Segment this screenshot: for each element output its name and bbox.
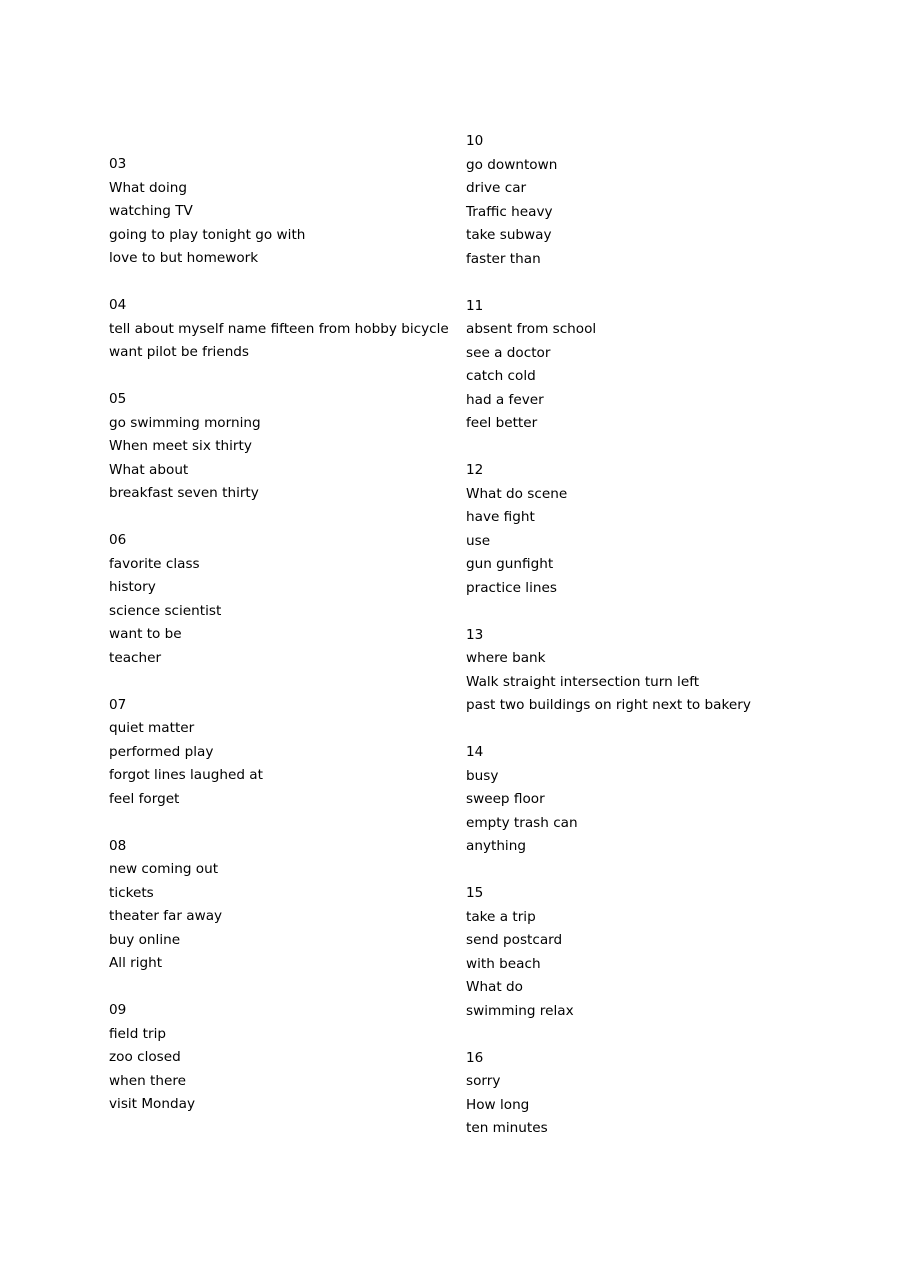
keyword-line: When meet six thirty [109,438,252,454]
keyword-line: see a doctor [466,344,551,361]
dialogue-section [109,694,449,812]
keyword-line: What do scene [466,485,568,502]
keyword-line: gun gunfight [466,556,554,572]
keyword-line: Traffic heavy [466,203,553,220]
keyword-line: drive car [466,180,527,196]
keyword-line: buy online [109,931,181,948]
keyword-line: teacher [109,649,162,666]
keyword-line: want pilot be friends [109,344,250,360]
section-number: 05 [109,391,127,407]
section-number: 16 [466,1049,484,1066]
keyword-line: had a fever [466,391,544,408]
dialogue-section [109,153,449,271]
keyword-line: take a trip [466,908,536,925]
keyword-line: visit Monday [109,1096,195,1112]
dialogue-section [109,529,449,670]
keyword-line: breakfast seven thirty [109,485,259,501]
keyword-line: What about [109,461,189,478]
section-number: 12 [466,462,484,478]
section-number: 07 [109,696,127,713]
section-number: 03 [109,156,127,172]
keyword-line: quiet matter [109,720,195,736]
left-column [109,153,449,1140]
dialogue-section [466,741,866,859]
section-number: 14 [466,744,484,760]
keyword-line: anything [466,838,526,854]
keyword-line: Walk straight intersection turn left [466,673,700,690]
keyword-line: favorite class [109,555,200,572]
dialogue-section [466,882,866,1023]
keyword-line: watching TV [109,203,193,219]
section-number: 09 [109,1002,127,1018]
keyword-line: where bank [466,650,546,666]
keyword-line: when there [109,1072,186,1089]
keyword-line: science scientist [109,602,222,619]
keyword-line: go swimming morning [109,414,261,431]
section-number: 13 [466,626,484,643]
keyword-line: tickets [109,884,154,901]
keyword-line: catch cold [466,368,536,384]
section-number: 06 [109,532,127,548]
section-number: 10 [466,133,484,149]
keyword-line: How long [466,1096,530,1113]
keyword-line: sweep floor [466,791,545,807]
dialogue-section [109,999,449,1117]
dialogue-section [109,835,449,976]
keyword-line: zoo closed [109,1049,181,1065]
dialogue-section [466,295,866,436]
keyword-line: ten minutes [466,1120,548,1136]
keyword-line: go downtown [466,156,558,173]
dialogue-section [109,294,449,365]
keyword-line: take subway [466,227,552,243]
keyword-line: want to be [109,626,182,642]
keyword-line: tell about myself name fifteen from hobby bicycle [109,320,449,337]
keyword-line: All right [109,955,163,971]
keyword-line: send postcard [466,932,563,948]
section-number: 11 [466,297,484,314]
dialogue-section [109,388,449,506]
keyword-line: What doing [109,179,188,196]
keyword-line: faster than [466,250,541,267]
keyword-line: What do [466,979,523,995]
keyword-line: performed play [109,743,214,760]
right-column [466,130,866,1164]
keyword-line: new coming out [109,861,219,877]
dialogue-section [466,1047,866,1141]
keyword-line: past two buildings on right next to bakery [466,697,751,713]
keyword-line: history [109,579,156,595]
keyword-line: swimming relax [466,1002,574,1019]
keyword-line: love to but homework [109,250,259,266]
keyword-line: sorry [466,1073,501,1089]
keyword-line: use [466,532,491,549]
keyword-line: empty trash can [466,814,578,831]
keyword-line: with beach [466,955,541,972]
keyword-line: feel forget [109,790,180,807]
keyword-line: going to play tonight go with [109,226,306,243]
keyword-line: busy [466,767,499,784]
keyword-line: field trip [109,1025,166,1042]
dialogue-section [466,459,866,600]
keyword-line: absent from school [466,321,597,337]
section-number: 04 [109,297,127,313]
dialogue-section [466,130,866,271]
keyword-line: feel better [466,415,538,431]
keyword-line: theater far away [109,908,223,924]
section-number: 08 [109,837,127,854]
section-number: 15 [466,885,484,901]
keyword-line: practice lines [466,579,557,596]
dialogue-section [466,624,866,718]
keyword-line: have fight [466,509,535,525]
keyword-line: forgot lines laughed at [109,767,263,783]
